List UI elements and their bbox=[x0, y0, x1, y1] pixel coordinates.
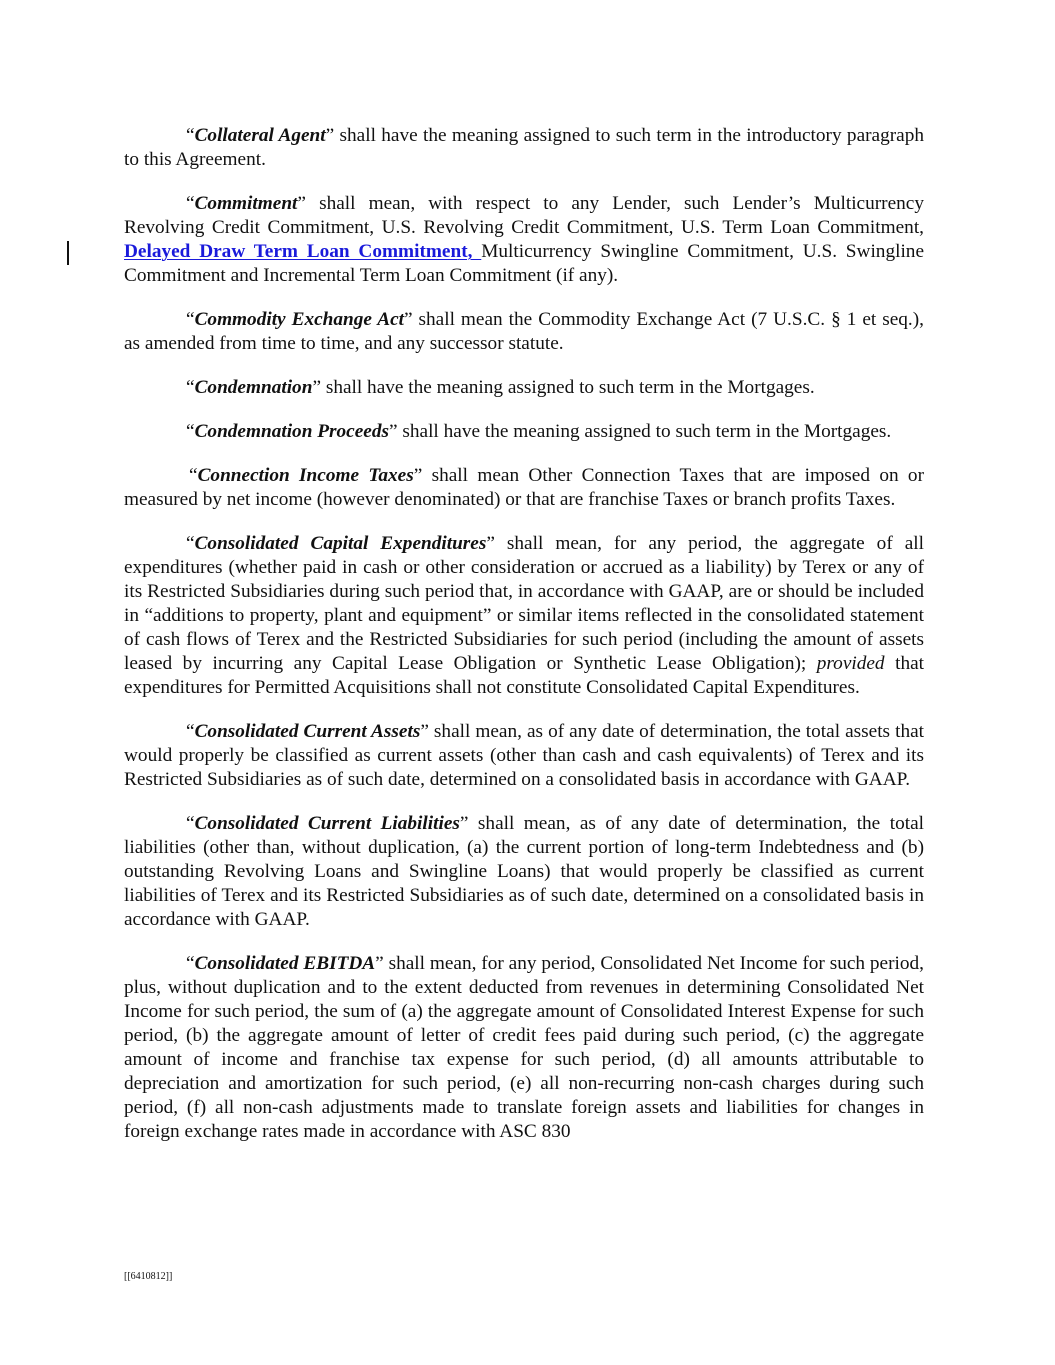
definition-commitment bbox=[124, 192, 924, 288]
definition-text: ” shall mean, for any period, Consolidated Net Income for such period, plus, without duplication and to the extent deducted from revenues in determining Consolidated Net Income for such period, the sum of (a) the aggregate amount of Consolidated Interest Expense for such period, (b) the aggregate amount of letter of credit fees paid during such period, (c) the aggregate amount of income and franchise tax expense for such period, (d) all amounts attributable to depreciation and amortization for such period, (e) all non-recurring non-cash charges during such period, (f) all non-cash adjustments made to translate foreign assets and liabilities for changes in foreign exchange rates made in accordance with ASC 830 bbox=[124, 953, 924, 1142]
defined-term: Consolidated Current Liabilities bbox=[194, 813, 460, 834]
italic-proviso: provided bbox=[816, 653, 885, 674]
definition-consolidated-current-liabilities bbox=[124, 812, 924, 932]
defined-term: Consolidated EBITDA bbox=[194, 953, 376, 974]
definition-text: ” shall have the meaning assigned to such term in the Mortgages. bbox=[312, 377, 815, 398]
open-quote: “ bbox=[186, 377, 195, 398]
defined-term: Consolidated Current Assets bbox=[194, 721, 421, 742]
definition-connection-income-taxes bbox=[124, 464, 924, 512]
definition-text: ” shall have the meaning assigned to such term in the introductory paragraph to this Agreement. bbox=[124, 125, 925, 170]
defined-term: Condemnation bbox=[194, 377, 313, 398]
defined-term: Connection Income Taxes bbox=[197, 465, 414, 486]
definition-consolidated-ebitda bbox=[124, 952, 924, 1144]
defined-term: Condemnation Proceeds bbox=[194, 421, 389, 442]
definition-text-continued: Multicurrency Swingline Commitment, U.S. Swingline Commitment and Incremental Term Loan Commitment (if any). bbox=[124, 241, 925, 286]
definition-commodity-exchange-act bbox=[124, 308, 924, 356]
definition-text: ” shall have the meaning assigned to such term in the Mortgages. bbox=[389, 421, 892, 442]
inserted-revision-text: Delayed Draw Term Loan Commitment, bbox=[124, 241, 482, 262]
definition-text: ” shall mean Other Connection Taxes that are imposed on or measured by net income (however denominated) or that are franchise Taxes or branch profits Taxes. bbox=[124, 465, 924, 510]
revision-change-bar bbox=[67, 241, 69, 265]
open-quote: “ bbox=[186, 953, 195, 974]
definition-condemnation bbox=[124, 376, 924, 400]
definition-text: ” shall mean, with respect to any Lender, such Lender’s Multicurrency Revolving Credit Commitment, U.S. Revolving Credit Commitment, U.S. Term Loan Commitment, bbox=[124, 193, 924, 238]
definition-text: ” shall mean, for any period, the aggregate of all expenditures (whether paid in cash or other consideration or accrued as a liability) by Terex or any of its Restricted Subsidiaries during such period that, in accordance with GAAP, are or should be included in “additions to property, plant and equipment” or similar items reflected in the consolidated statement of cash flows of Terex and the Restricted Subsidiaries for such period (including the amount of assets leased by incurring any Capital Lease Obligation or Synthetic Lease Obligation); bbox=[124, 533, 924, 674]
open-quote: “ bbox=[186, 813, 195, 834]
open-quote: “ bbox=[186, 125, 195, 146]
footer-document-id: [[6410812]] bbox=[124, 1271, 173, 1282]
definition-text: ” shall mean, as of any date of determination, the total liabilities (other than, without duplication, (a) the current portion of long-term Indebtedness and (b) outstanding Revolving Loans and Swingline Loans) that would properly be classified as current liabilities of Terex and its Restricted Subsidiaries as of such date, determined on a consolidated basis in accordance with GAAP. bbox=[124, 813, 924, 930]
open-quote: “ bbox=[186, 309, 195, 330]
defined-term: Consolidated Capital Expenditures bbox=[194, 533, 487, 554]
open-quote: “ bbox=[186, 421, 195, 442]
defined-term: Collateral Agent bbox=[194, 125, 326, 146]
defined-term: Commodity Exchange Act bbox=[194, 309, 404, 330]
open-quote: “ bbox=[186, 533, 195, 554]
definition-collateral-agent bbox=[124, 124, 924, 172]
definition-text: ” shall mean, as of any date of determination, the total assets that would properly be classified as current assets (other than cash and cash equivalents) of Terex and its Restricted Subsidiaries as of such date, determined on a consolidated basis in accordance with GAAP. bbox=[124, 721, 925, 790]
definition-text: ” shall mean the Commodity Exchange Act (7 U.S.C. § 1 et seq.), as amended from time to time, and any successor statute. bbox=[124, 309, 924, 354]
open-quote: “ bbox=[189, 465, 198, 486]
defined-term: Commitment bbox=[194, 193, 298, 214]
document-body bbox=[124, 124, 924, 1164]
definition-text-continued: that expenditures for Permitted Acquisitions shall not constitute Consolidated Capital Expenditures. bbox=[124, 653, 924, 698]
definition-consolidated-current-assets bbox=[124, 720, 924, 792]
open-quote: “ bbox=[186, 721, 195, 742]
open-quote: “ bbox=[186, 193, 195, 214]
definition-condemnation-proceeds bbox=[124, 420, 924, 444]
definition-consolidated-capital-expenditures bbox=[124, 532, 924, 700]
